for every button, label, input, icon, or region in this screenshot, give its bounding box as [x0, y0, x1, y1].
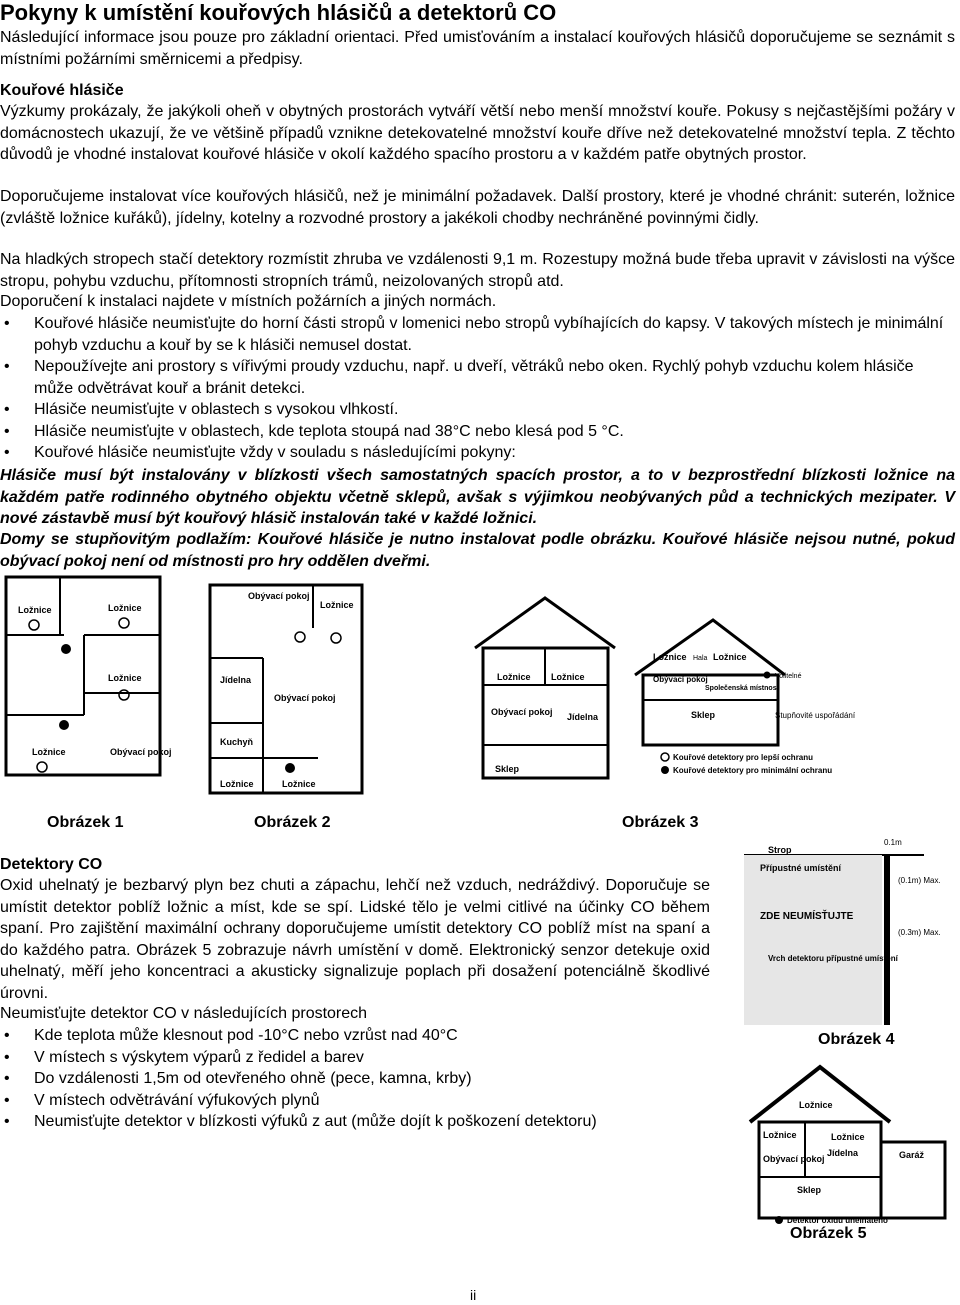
co-paragraph: Oxid uhelnatý je bezbarvý plyn bez chuti a zápachu, lehčí než vzduch, nedráždivý. Doporučuje se umístit detektor poblíž ložnic a míst, kde se spí. Lidské tělo je velmi citlivé na účinky CO během spaní. Pro zajištění maximální ochrany doporučujeme umístit detektory CO poblíž míst na spaní a do každého patra. Obrázek 5 zobrazuje návrh umístění v domě. Elektronický senzor detekuje oxid uhelnatý, měří jeho koncentraci a akusticky signalizuje poplach při dosažení potenciálně škodlivé úrovni.	[0, 877, 710, 1002]
list-item: • Hlásiče neumisťujte v oblastech s vysokou vlhkostí.	[0, 399, 955, 421]
room-label: Ložnice	[282, 779, 316, 789]
room-label: Ložnice	[653, 652, 687, 662]
room-label: Kuchyň	[220, 737, 254, 747]
room-label: Ložnice	[497, 672, 531, 682]
room-label: Sklep	[797, 1185, 822, 1195]
room-label: Obývací pokoj	[248, 591, 310, 601]
legend-entry: Detektor oxidu uhelnatého	[787, 1216, 888, 1225]
list-item: • V místech odvětrávání výfukových plynů	[0, 1090, 955, 1112]
legend-entry: Kouřové detektory pro lepší ochranu	[673, 753, 814, 762]
list-item: • Nepoužívejte ani prostory s vířivými proudy vzduchu, např. u dveří, větráků nebo oken. Rychlý pohyb vzduchu kolem hlásiče může odvětrávat kouř a bránit detekci.	[0, 356, 955, 399]
requirement-paragraph: Hlásiče musí být instalovány v blízkosti všech samostatných spacích prostor, a to v bezprostřední blízkosti ložnice na každém patře rodinného obytného objektu včetně sklepů, avšak s výjimkou neobývaných půd a technických mezipater. V nové zástavbě musí být kouřový hlásič instalován také v každé ložnici.	[0, 467, 955, 527]
room-label: Ložnice	[713, 652, 747, 662]
figure-4-mounting-diagram	[734, 835, 954, 1030]
legend-marker-open	[661, 753, 669, 761]
figure-2-floorplan	[208, 583, 368, 803]
room-label: Ložnice	[831, 1132, 865, 1142]
figure-4-caption: Obrázek 4	[818, 1031, 895, 1048]
smoke-paragraph-1: Výzkumy prokázaly, že jakýkoli oheň v obytných prostorách vytváří větší nebo menší množství kouře. Pokusy s nejčastějšími požáry v domácnostech ukazují, že ve většině případů vznikne detekovatelné množství kouře dříve než detekovatelné množství tepla. Z těchto důvodů je vhodné instalovat kouřové hlásiče v okolí každého spacího prostoru a v každém patře obytných prostor.	[0, 103, 955, 163]
co-heading: Detektory CO	[0, 856, 103, 873]
figure-1-floorplan	[4, 575, 172, 785]
room-label: Ložnice	[799, 1100, 833, 1110]
room-label: Hala	[693, 655, 708, 662]
room-label: Ložnice	[18, 605, 52, 615]
list-item: • Do vzdálenosti 1,5m od otevřeného ohně (pece, kamna, krby)	[0, 1068, 955, 1090]
page-title: Pokyny k umístění kouřových hlásičů a detektorů CO	[0, 0, 557, 25]
intro-paragraph: Následující informace jsou pouze pro základní orientaci. Před umisťováním a instalací kouřových hlásičů doporučujeme se seznámit s místními požárními směrnicemi a předpisy.	[0, 29, 955, 68]
list-item: • Kouřové hlásiče neumisťujte do horní části stropů v lomenici nebo stropů vybíhajících do kapsy. V takových místech je minimální pohyb vzduchu a kouř by se k hlásiči nemusel dostat.	[0, 313, 955, 356]
page-number: ii	[470, 1287, 477, 1303]
smoke-paragraph-4: Doporučení k instalaci najdete v místních požárních a jiných normách.	[0, 293, 497, 310]
list-item: • V místech s výskytem výparů z ředidel a barev	[0, 1047, 955, 1069]
no-mount-label: ZDE NEUMÍSŤUJTE	[760, 911, 854, 922]
room-label: Obývací pokoj	[653, 675, 708, 684]
room-label: Obývací pokoj	[110, 747, 172, 757]
figure-3-house-cross-section	[455, 590, 855, 795]
co-subheading: Neumisťujte detektor CO v následujících prostorech	[0, 1005, 368, 1022]
room-label: Obývací pokoj	[763, 1154, 825, 1164]
room-label: Jídelna	[827, 1148, 859, 1158]
room-label: Ložnice	[320, 600, 354, 610]
room-label: Ložnice	[220, 779, 254, 789]
ceiling-label: Strop	[768, 845, 792, 855]
figure-1-caption: Obrázek 1	[47, 814, 124, 831]
figure-5-house-co-placement	[745, 1062, 955, 1232]
figure-5-caption: Obrázek 5	[790, 1225, 867, 1242]
legend-entry: Kouřové detektory pro minimální ochranu	[673, 766, 833, 775]
legend-marker-filled	[661, 766, 669, 774]
split-level-paragraph: Domy se stupňovitým podlažím: Kouřové hlásiče je nutno instalovat podle obrázku. Kouřové hlásiče nejsou nutné, pokud obývací pokoj není od místnosti pro hry oddělen dveřmi.	[0, 531, 955, 570]
list-item: • Hlásiče neumisťujte v oblastech, kde teplota stoupá nad 38°C nebo klesá pod 5 °C.	[0, 421, 955, 443]
room-label: Jídelna	[567, 712, 599, 722]
list-item: • Neumisťujte detektor v blízkosti výfuků z aut (může dojít k poškození detektoru)	[0, 1111, 955, 1133]
room-label: Ložnice	[763, 1130, 797, 1140]
smoke-paragraph-3: Na hladkých stropech stačí detektory rozmístit zhruba ve vzdálenosti 9,1 m. Rozestupy možná bude třeba upravit v závislosti na výšce stropu, pohybu vzduchu, přítomnosti stropních trámů, neizolovaných stropů atd.	[0, 251, 955, 290]
smoke-heading: Kouřové hlásiče	[0, 82, 124, 99]
room-label: Ložnice	[32, 747, 66, 757]
dimension-label: (0.1m) Max.	[898, 876, 941, 885]
room-label: Sklep	[691, 710, 716, 720]
room-label: Společenská místnost	[705, 685, 779, 692]
room-label: Ložnice	[108, 673, 142, 683]
optional-label: Volitelné	[775, 673, 802, 680]
dimension-label: 0.1m	[884, 838, 902, 847]
detector-top-label: Vrch detektoru přípustné umístění	[768, 954, 898, 963]
room-label: Sklep	[495, 764, 520, 774]
room-label: Garáž	[899, 1150, 925, 1160]
list-item: • Kouřové hlásiče neumisťujte vždy v souladu s následujícími pokyny:	[0, 442, 955, 464]
room-label: Jídelna	[220, 675, 252, 685]
room-label: Stupňovité uspořádání	[775, 711, 856, 720]
room-label: Ložnice	[108, 603, 142, 613]
figure-3-caption: Obrázek 3	[622, 814, 699, 831]
room-label: Ložnice	[551, 672, 585, 682]
smoke-placement-list	[0, 313, 955, 464]
list-item: • Kde teplota může klesnout pod -10°C nebo vzrůst nad 40°C	[0, 1025, 955, 1047]
room-label: Obývací pokoj	[274, 693, 336, 703]
dimension-label: (0.3m) Max.	[898, 928, 941, 937]
allowed-label: Přípustné umístění	[760, 863, 842, 873]
smoke-paragraph-2: Doporučujeme instalovat více kouřových hlásičů, než je minimální požadavek. Další prostory, které je vhodné chránit: suterén, ložnice (zvláště ložnice kuřáků), jídelny, kotelny a rozvodné prostory a jakékoli chodby nechráněné povinnými čidly.	[0, 188, 955, 227]
room-label: Obývací pokoj	[491, 707, 553, 717]
figure-2-caption: Obrázek 2	[254, 814, 331, 831]
